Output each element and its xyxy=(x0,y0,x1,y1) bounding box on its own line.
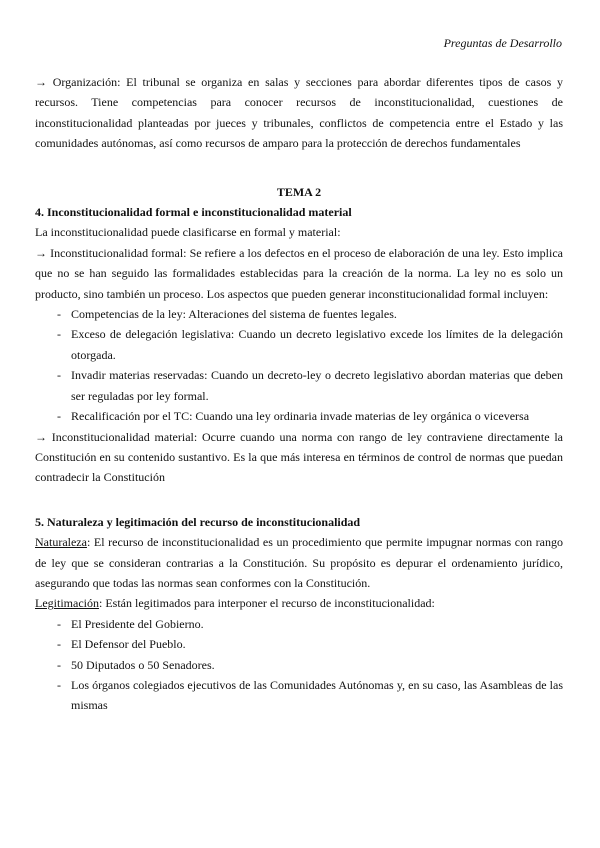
tema-heading: TEMA 2 xyxy=(276,184,322,199)
list-item: - Los órganos colegiados ejecutivos de las Comunidades Autónomas y, en su caso, las Asambleas de las mismas xyxy=(71,675,563,716)
legitimacion-text: : Están legitimados para interponer el recurso de inconstitucionalidad: xyxy=(98,596,435,611)
naturaleza-paragraph xyxy=(35,532,563,593)
section-4-title: 4. Inconstitucionalidad formal e inconstitucionalidad material xyxy=(35,205,352,220)
section-5-title: 5. Naturaleza y legitimación del recurso de inconstitucionalidad xyxy=(35,514,361,529)
list-item: - Exceso de delegación legislativa: Cuando un decreto legislativo excede los límites de la delegación otorgada. xyxy=(71,324,563,365)
legitimacion-label: Legitimación xyxy=(35,596,99,611)
formal-paragraph: → Inconstitucionalidad formal: Se refiere a los defectos en el proceso de elaboración de una ley. Esto implica que no se han seguido las formalidades establecidas para la creación de la norma. La ley no es solo un producto, sino también un proceso. Los aspectos que pueden generar inconstitucionalidad formal incluyen: xyxy=(35,245,563,301)
legitimacion-paragraph xyxy=(35,593,563,613)
page-header: Preguntas de Desarrollo xyxy=(443,36,562,50)
material-paragraph: → Inconstitucionalidad material: Ocurre cuando una norma con rango de ley contraviene directamente la Constitución en su contenido sustantivo. Es la que más interesa en términos de control de normas que puedan contradecir la Constitución xyxy=(35,429,563,485)
formal-list xyxy=(35,304,563,426)
list-item: - 50 Diputados o 50 Senadores. xyxy=(71,655,563,675)
list-item: - El Presidente del Gobierno. xyxy=(71,614,563,634)
document-body xyxy=(35,72,563,716)
section-4-intro: La inconstitucionalidad puede clasificarse en formal y material: xyxy=(35,225,341,240)
list-item: - Invadir materias reservadas: Cuando un decreto-ley o decreto legislativo abordan materias que deben ser reguladas por ley formal. xyxy=(71,365,563,406)
organizacion-paragraph: → Organización: El tribunal se organiza en salas y secciones para abordar diferentes tipos de casos y recursos. Tiene competencias para conocer recursos de inconstitucionalidad, cuestiones de inconstitucionalidad planteadas por jueces y tribunales, conflictos de competencia entre el Estado y las comunidades autónomas, así como recursos de amparo para la protección de derechos fundamentales xyxy=(35,75,563,151)
list-item: - Competencias de la ley: Alteraciones del sistema de fuentes legales. xyxy=(71,304,563,324)
legitimados-list xyxy=(35,614,563,716)
naturaleza-label: Naturaleza xyxy=(35,535,87,550)
list-item: - Recalificación por el TC: Cuando una ley ordinaria invade materias de ley orgánica o viceversa xyxy=(71,406,563,426)
list-item: - El Defensor del Pueblo. xyxy=(71,634,563,654)
naturaleza-text: : El recurso de inconstitucionalidad es un procedimiento que permite impugnar normas con rango de ley que se consideran contrarias a la Constitución. Su propósito es depurar el ordenamiento jurídico, asegurando que todas las normas sean conformes con la Constitución. xyxy=(35,535,563,590)
